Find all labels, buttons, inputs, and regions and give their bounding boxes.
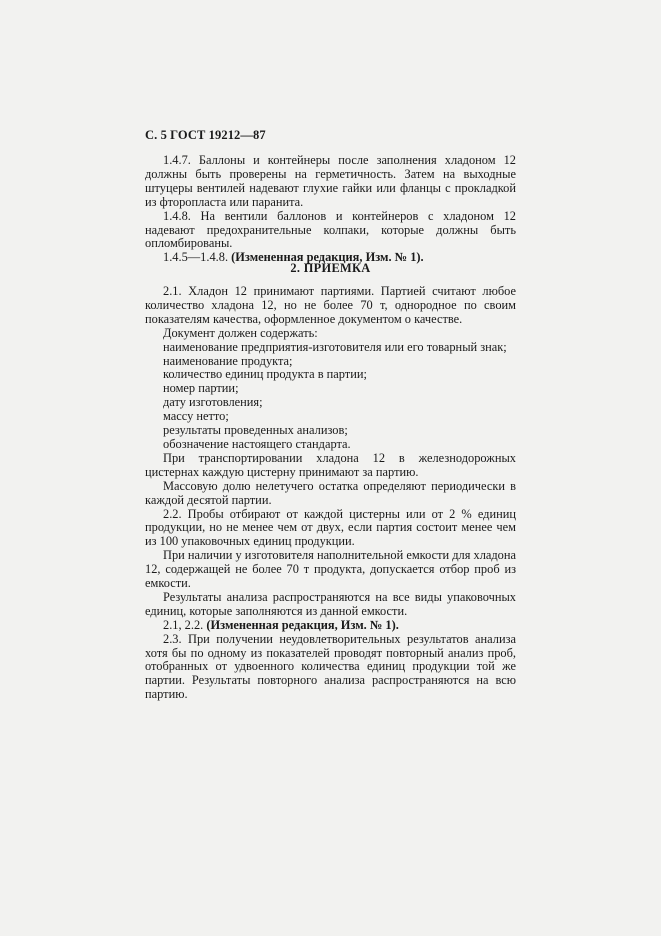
- document-intro: Документ должен содержать:: [163, 325, 318, 340]
- paragraph-1-4-7: 1.4.7. Баллоны и контейнеры после заполнения хладоном 12 должны быть проверены на герметичность. Затем на выходные штуцеры вентилей надевают глухие гайки или фланцы с прокладкой из фторопласта или паранита.: [145, 153, 516, 209]
- paragraph-2-3: 2.3. При получении неудовлетворительных результатов анализа хотя бы по одному из показателей проводят повторный анализ проб, отобранных от удвоенного количества единиц продукции той же партии. Результаты повторного анализа распространяются на всю партию.: [145, 631, 516, 702]
- paragraph-transport: При транспортировании хладона 12 в железнодорожных цистернах каждую цистерну принимают за партию.: [145, 450, 516, 479]
- paragraph-fill: При наличии у изготовителя наполнительной емкости для хладона 12, содержащей не более 70 т продукта, допускается отбор проб из емкости.: [145, 548, 517, 591]
- amendment-note-2: [145, 619, 516, 633]
- list-item: массу нетто;: [163, 409, 229, 424]
- amendment-label: (Измененная редакция, Изм. № 1).: [231, 250, 424, 265]
- section-1-4-text: [145, 154, 516, 265]
- list-item: результаты проведенных анализов;: [163, 423, 348, 438]
- paragraph-mass: Массовую долю нелетучего остатка определяют периодически в каждой десятой партии.: [145, 478, 516, 507]
- page-header: С. 5 ГОСТ 19212—87: [145, 128, 266, 142]
- paragraph-2-2: 2.2. Пробы отбирают от каждой цистерны или от 2 % единиц продукции, но не менее чем от двух, если партия состоит менее чем из 100 упаковочных единиц продукции.: [145, 506, 516, 549]
- list-item: номер партии;: [163, 381, 239, 396]
- paragraph-results: Результаты анализа распространяются на все виды упаковочных единиц, которые заполняются из данной емкости.: [145, 589, 516, 618]
- list-item: количество единиц продукта в партии;: [163, 367, 367, 382]
- amendment-ref: 2.1, 2.2.: [163, 617, 207, 632]
- paragraph-2-1: 2.1. Хладон 12 принимают партиями. Партией считают любое количество хладона 12, но не более 70 т, однородное по своим показателям качества, оформленное документом о качестве.: [145, 284, 516, 326]
- paragraph-1-4-8: 1.4.8. На вентили баллонов и контейнеров с хладоном 12 надевают предохранительные колпаки, которые должны быть опломбированы.: [145, 208, 516, 251]
- amendment-ref: 1.4.5—1.4.8.: [163, 250, 232, 265]
- section-2-text: [145, 285, 516, 702]
- list-item: дату изготовления;: [163, 395, 263, 410]
- list-item: наименование предприятия-изготовителя или его товарный знак;: [163, 339, 507, 354]
- list-item: обозначение настоящего стандарта.: [163, 436, 351, 451]
- section-title: 2. ПРИЕМКА: [290, 261, 371, 275]
- amendment-label: (Измененная редакция, Изм. № 1).: [206, 617, 399, 632]
- list-item: наименование продукта;: [163, 353, 293, 368]
